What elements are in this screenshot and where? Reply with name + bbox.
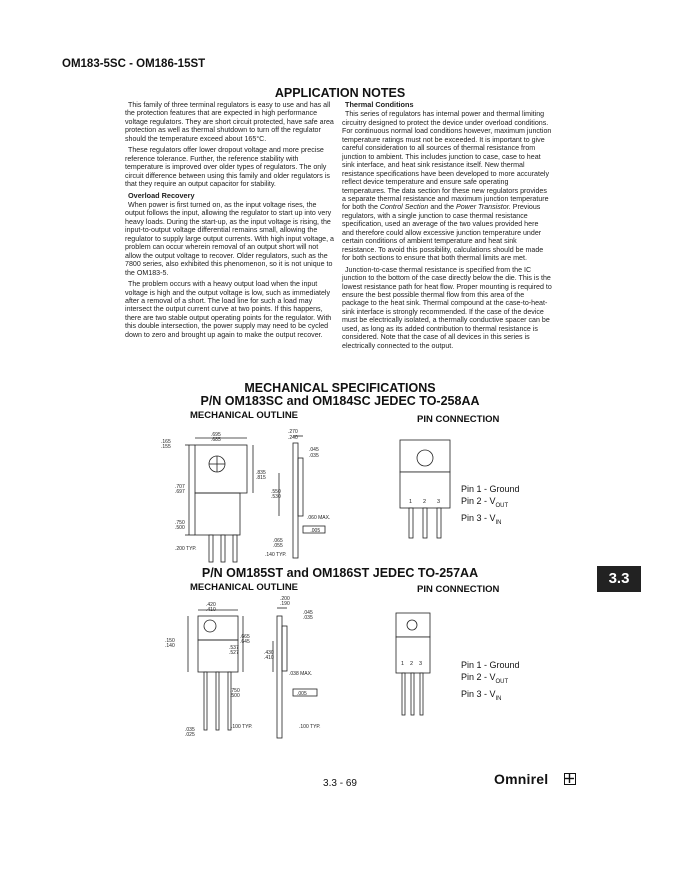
dimension-label: .045 xyxy=(309,447,319,453)
dimension-label: .430 xyxy=(264,650,274,656)
dimension-label: .685 xyxy=(211,437,221,443)
dimension-label: .500 xyxy=(175,525,185,531)
dimension-label: .527 xyxy=(229,650,239,656)
mechanical-outline-label-2: MECHANICAL OUTLINE xyxy=(190,582,299,593)
dimension-label: .420 xyxy=(206,602,216,608)
paragraph: Junction-to-case thermal resistance is specified from the IC junction to the bottom of the case directly below the die. This is the lowest resistance path for heat flow. Proper mounting is required to ensure the best possible thermal flow from this area of the package to the heat sink. Thermal compound at the case-to-heat-sink interface is strongly recommended. If the case of the device must be electrically isolated, a thermally conductive spacer can be used, as long as its added contribution to thermal resistance is considered. Note that the case of all devices in this series is electrically connected to the output. xyxy=(342,265,552,350)
mechanical-outline-drawing-1 xyxy=(155,428,355,563)
left-column xyxy=(125,101,334,342)
logo-mark-icon xyxy=(564,773,576,785)
pin-number: 2 xyxy=(410,661,414,667)
part-number-1: P/N OM183SC and OM184SC JEDEC TO-258AA xyxy=(200,394,480,408)
dimension-label: .035 xyxy=(309,453,319,459)
dimension-label: .410 xyxy=(264,655,274,661)
pin-legend-1 xyxy=(461,483,520,529)
dimension-label: .165 xyxy=(161,439,171,445)
pin-number: 3 xyxy=(437,499,441,505)
paragraph: This series of regulators has internal power and thermal limiting circuitry designed to protect the device under overload conditions. For continuous normal load conditions however, maximum junction temperature ratings must not be exceeded. It is important to give careful consideration to all sources of thermal resistance from junction to ambient. This includes junction to case, case to heat sink interface, and heat sink resistance itself. New thermal resistance specifications have been developed to more accurately reflect device temperature and ensure safe operating temperatures. The data section for these new regulators provides a separate thermal resistance and maximum junction temperature for both the Control Section and the Power Transistor. Previous regulators, with a single junction to case thermal resistance specification, used an average of the two values provided here and therefore could allow excessive junction temperature under certain conditions of ambient temperature and heat sink resistance. To avoid this possibility, calculations should be made for both sections to ensure that both thermal limits are met. xyxy=(342,110,552,263)
part-number-2: P/N OM185ST and OM186ST JEDEC TO-257AA xyxy=(201,566,479,580)
dimension-label: .140 TYP. xyxy=(265,552,287,558)
pin-legend-2 xyxy=(461,659,520,705)
dimension-label: .055 xyxy=(273,543,283,549)
dimension-label: .530 xyxy=(271,494,281,500)
dimension-label: .025 xyxy=(185,732,195,738)
pin-connection-drawing-2 xyxy=(394,611,434,716)
paragraph: These regulators offer lower dropout voltage and more precise reference tolerance. Further, the reference stability with temperature is improved over older types of regulators. The only circuit difference between using this family and older regulators is that they require an output capacitor for stability. xyxy=(125,146,330,189)
dimension-label: .150 xyxy=(165,638,175,644)
dimension-label: .035 xyxy=(185,727,195,733)
application-notes-title: APPLICATION NOTES xyxy=(274,86,406,100)
pin-connection-drawing-1 xyxy=(398,438,454,540)
dimension-label: .695 xyxy=(211,432,221,438)
mechanical-outline-label-1: MECHANICAL OUTLINE xyxy=(190,410,299,421)
pin-number: 2 xyxy=(423,499,427,505)
pin-3-label: Pin $3 - V_{IN}$ xyxy=(461,512,502,526)
dimension-label: .500 xyxy=(230,693,240,699)
right-column xyxy=(342,101,552,353)
dimension-label: .410 xyxy=(206,607,216,613)
pin-1-label: Pin 1 - Ground xyxy=(461,660,520,670)
pin-1-label: Pin 1 - Ground xyxy=(461,484,520,494)
dimension-label: .155 xyxy=(161,444,171,450)
paragraph: The problem occurs with a heavy output load when the input voltage is high and the output voltage is low, such as immediately after a removal of a short. The load line for such a load may intersect the output current curve at two points. If this happens, there are two stable output operating points for the regulator. With this double intersection, the power supply may need to be cycled down to zero and brought up again to make the output recover. xyxy=(125,280,332,339)
omnirel-logo: Omnirel xyxy=(494,771,549,787)
dimension-label: .240 xyxy=(288,435,298,441)
dimension-label: .537 xyxy=(229,645,239,651)
dimension-label: .815 xyxy=(256,475,266,481)
dimension-label: .140 xyxy=(165,643,175,649)
section-heading: Overload Recovery xyxy=(128,190,195,200)
dimension-label: .750 xyxy=(230,688,240,694)
dimension-label: .200 xyxy=(280,596,290,602)
paragraph: When power is first turned on, as the input voltage rises, the output follows the input, allowing the regulator to start up into very heavy loads. During the start-up, as the input voltage is rising, the input-to-output voltage differential remains small, allowing the regulator to supply large output currents. With high input voltage, a problem can occur wherein removal of an output short will not allow the output voltage to recover. Older regulators, such as the 7800 series, also exhibited this phenomenon, so it is not unique to the OM183-5. xyxy=(125,200,334,277)
section-heading: Thermal Conditions xyxy=(345,100,414,109)
dimension-label: .100 TYP. xyxy=(231,724,253,730)
paragraph: This family of three terminal regulators is easy to use and has all the protection features that are expected in high performance voltage regulators. They are short circuit protected, have safe area protection as well as thermal shutdown to turn off the regulator should the temperature exceed about 165°C. xyxy=(125,101,334,143)
dimension-label: .835 xyxy=(256,470,266,476)
dimension-label: .065 xyxy=(273,538,283,544)
dimension-label: .200 TYP. xyxy=(175,546,197,552)
mechanical-outline-drawing-2 xyxy=(163,596,353,741)
dimension-label: .005 xyxy=(309,528,321,534)
pin-2-label: Pin $2 - V_{OUT}$ xyxy=(461,672,509,685)
dimension-label: .645 xyxy=(240,639,250,645)
dimension-label: .707 xyxy=(175,484,185,490)
pin-3-label: Pin $3 - V_{IN}$ xyxy=(461,688,502,702)
pin-connection-label-2: PIN CONNECTION xyxy=(417,584,500,595)
pin-number: 3 xyxy=(419,661,423,667)
dimension-label: .060 MAX. xyxy=(307,515,331,521)
dimension-label: .100 TYP. xyxy=(299,724,321,730)
dimension-label: .697 xyxy=(175,489,185,495)
page-number: 3.3 - 69 xyxy=(323,778,357,789)
dimension-label: .665 xyxy=(240,634,250,640)
pin-number: 1 xyxy=(409,499,413,505)
document-header: OM183-5SC - OM186-15ST xyxy=(62,58,206,70)
dimension-label: .005 xyxy=(297,691,307,697)
dimension-label: .035 xyxy=(303,615,313,621)
dimension-label: .190 xyxy=(280,601,290,607)
dimension-label: .038 MAX. xyxy=(289,671,313,677)
section-badge: 3.3 xyxy=(597,566,641,592)
dimension-label: .270 xyxy=(288,429,298,435)
pin-connection-label-1: PIN CONNECTION xyxy=(417,414,500,425)
dimension-label: .750 xyxy=(175,520,185,526)
mechanical-specs-title: MECHANICAL SPECIFICATIONS xyxy=(244,381,436,395)
dimension-label: .045 xyxy=(303,610,313,616)
dimension-label: .550 xyxy=(271,489,281,495)
pin-2-label: Pin $2 - V_{OUT}$ xyxy=(461,496,509,509)
pin-number: 1 xyxy=(401,661,405,667)
